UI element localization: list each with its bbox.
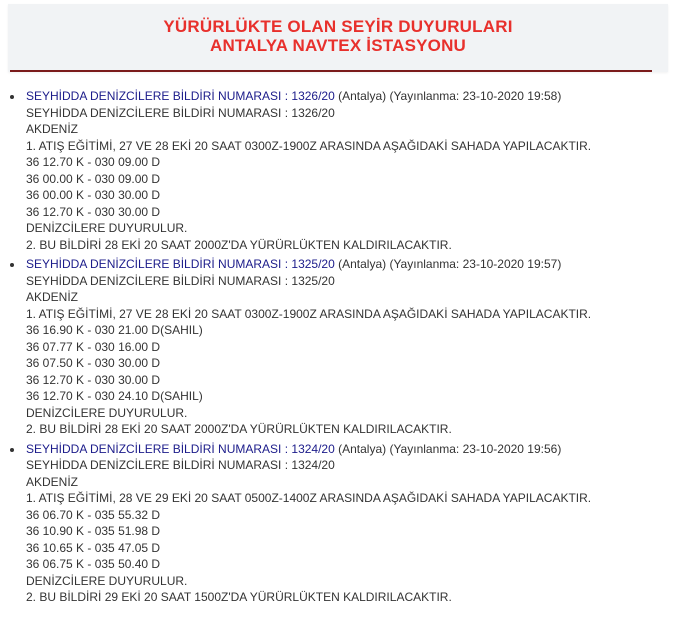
bullet-icon xyxy=(10,95,14,99)
notice-heading xyxy=(26,88,680,105)
notice-line: 2. BU BİLDİRİ 28 EKİ 20 SAAT 2000Z'DA YÜRÜRLÜKTEN KALDIRILACAKTIR. xyxy=(26,422,452,436)
notice-meta: (Antalya) (Yayınlanma: 23-10-2020 19:56) xyxy=(334,441,562,456)
notice-line: 36 07.77 K - 030 16.00 D xyxy=(26,339,161,354)
notice-heading xyxy=(26,256,680,273)
notice-item xyxy=(0,88,680,253)
notice-heading xyxy=(26,441,680,458)
notice-line: 2. BU BİLDİRİ 29 EKİ 20 SAAT 1500Z'DA YÜRÜRLÜKTEN KALDIRILACAKTIR. xyxy=(26,590,452,604)
notice-line: 36 10.90 K - 035 51.98 D xyxy=(26,524,161,538)
page-subtitle: ANTALYA NAVTEX İSTASYONU xyxy=(209,36,467,55)
notice-line: 36 12.70 K - 030 30.00 D xyxy=(26,372,161,387)
notice-line: 36 06.75 K - 035 50.40 D xyxy=(26,557,161,571)
notice-list xyxy=(0,88,680,609)
header-divider xyxy=(10,70,652,72)
notice-line: 36 06.70 K - 035 55.32 D xyxy=(26,507,161,522)
notice-meta: (Antalya) (Yayınlanma: 23-10-2020 19:58) xyxy=(334,89,562,103)
notice-line: 1. ATIŞ EĞİTİMİ, 27 VE 28 EKİ 20 SAAT 0300Z-1900Z ARASINDA AŞAĞIDAKİ SAHADA YAPILACAKTIR. xyxy=(26,306,592,321)
notice-line: 36 12.70 K - 030 30.00 D xyxy=(26,204,161,219)
notice-line: 36 12.70 K - 030 24.10 D(SAHIL) xyxy=(26,389,203,403)
bullet-icon xyxy=(10,448,14,452)
bullet-icon xyxy=(10,263,14,267)
notice-line: 36 00.00 K - 030 09.00 D xyxy=(26,171,161,186)
notice-line: 36 10.65 K - 035 47.05 D xyxy=(26,540,161,555)
notice-line: 36 12.70 K - 030 09.00 D xyxy=(26,155,161,169)
notice-line: AKDENİZ xyxy=(26,122,79,136)
notice-line: SEYHİDDA DENİZCİLERE BİLDİRİ NUMARASI : 1326/20 xyxy=(26,105,335,120)
notice-item xyxy=(0,441,680,606)
notice-link[interactable]: SEYHİDDA DENİZCİLERE BİLDİRİ NUMARASI : 1324/20 xyxy=(26,441,335,456)
notice-line: 1. ATIŞ EĞİTİMİ, 28 VE 29 EKİ 20 SAAT 0500Z-1400Z ARASINDA AŞAĞIDAKİ SAHADA YAPILACAKTIR. xyxy=(26,491,592,505)
notice-line: 36 00.00 K - 030 30.00 D xyxy=(26,188,161,202)
notice-line: DENİZCİLERE DUYURULUR. xyxy=(26,405,188,420)
notice-line: AKDENİZ xyxy=(26,474,79,489)
notice-line: 1. ATIŞ EĞİTİMİ, 27 VE 28 EKİ 20 SAAT 0300Z-1900Z ARASINDA AŞAĞIDAKİ SAHADA YAPILACAKTIR. xyxy=(26,138,592,153)
notice-line: 36 16.90 K - 030 21.00 D(SAHIL) xyxy=(26,323,203,337)
notice-item xyxy=(0,256,680,438)
notice-link[interactable]: SEYHİDDA DENİZCİLERE BİLDİRİ NUMARASI : 1325/20 xyxy=(26,257,335,271)
notice-meta: (Antalya) (Yayınlanma: 23-10-2020 19:57) xyxy=(334,257,562,271)
notice-line: 36 07.50 K - 030 30.00 D xyxy=(26,356,161,370)
page-header xyxy=(8,4,668,72)
notice-line: SEYHİDDA DENİZCİLERE BİLDİRİ NUMARASI : 1324/20 xyxy=(26,458,335,472)
notice-line: AKDENİZ xyxy=(26,290,79,304)
notice-line: DENİZCİLERE DUYURULUR. xyxy=(26,221,188,235)
notice-line: SEYHİDDA DENİZCİLERE BİLDİRİ NUMARASI : 1325/20 xyxy=(26,273,335,288)
page-title: YÜRÜRLÜKTE OLAN SEYİR DUYURULARI xyxy=(163,17,513,36)
notice-link[interactable]: SEYHİDDA DENİZCİLERE BİLDİRİ NUMARASI : 1326/20 xyxy=(26,89,335,103)
notice-line: DENİZCİLERE DUYURULUR. xyxy=(26,573,188,588)
notice-line: 2. BU BİLDİRİ 28 EKİ 20 SAAT 2000Z'DA YÜRÜRLÜKTEN KALDIRILACAKTIR. xyxy=(26,237,452,252)
